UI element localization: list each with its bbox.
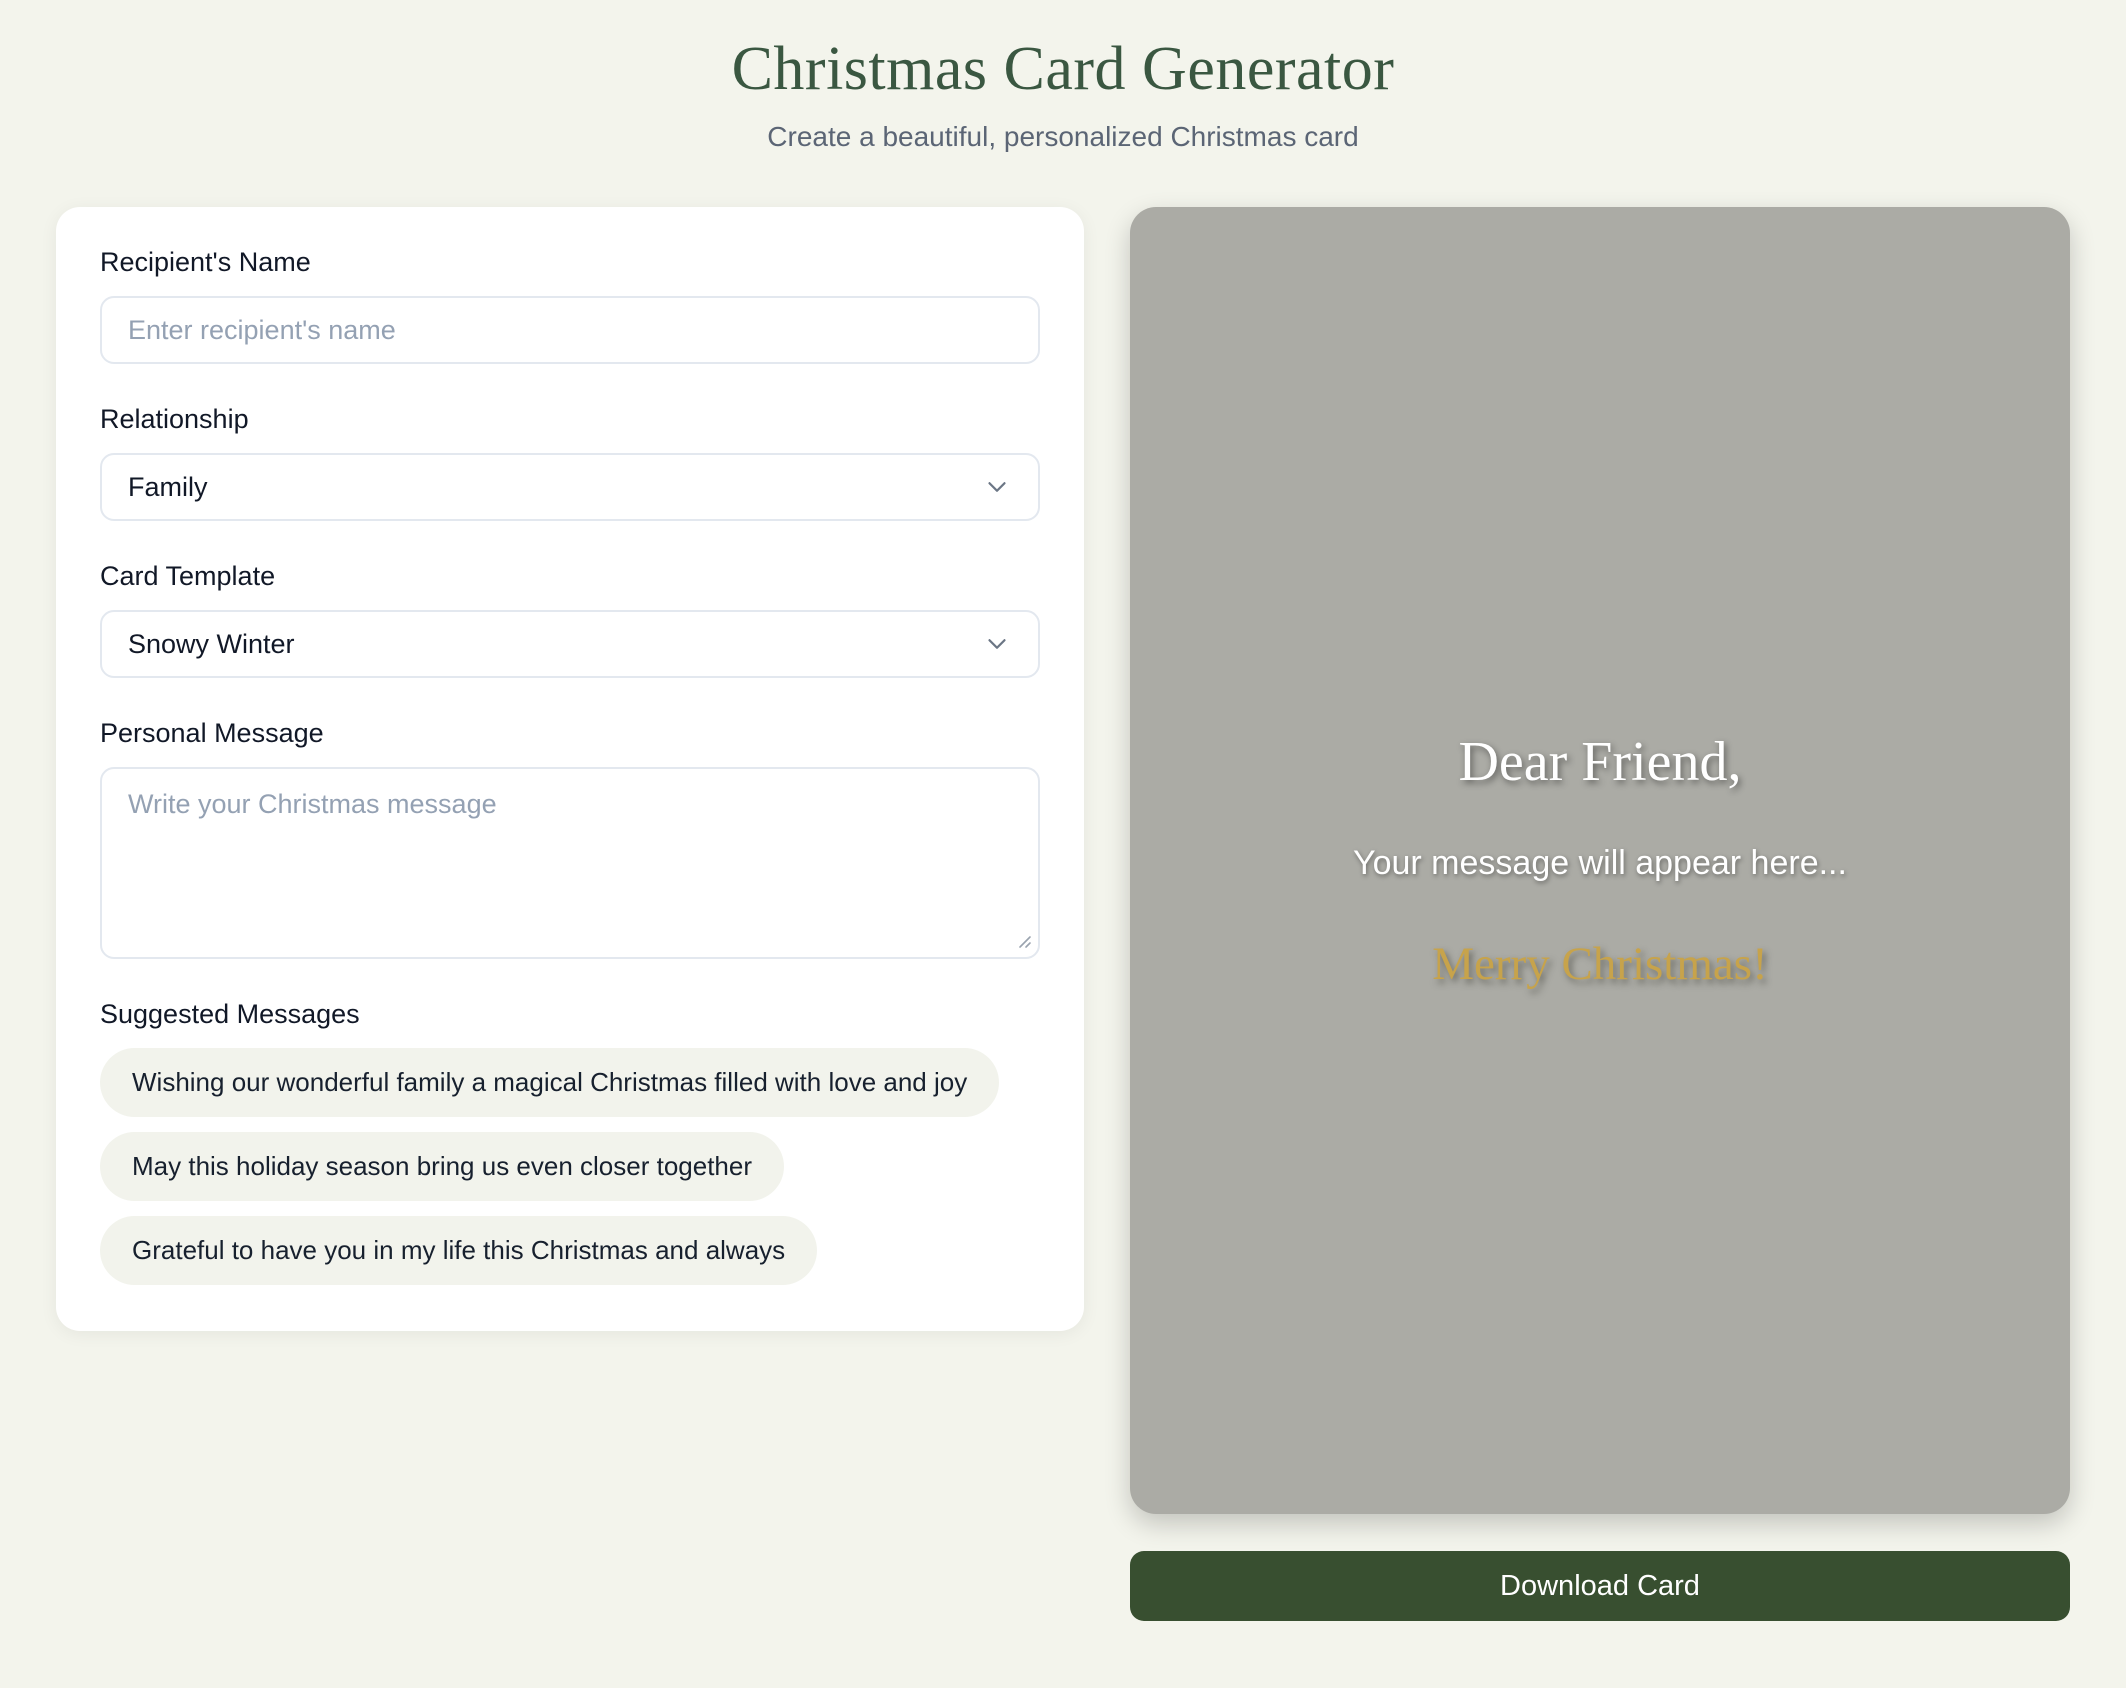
preview-greeting: Dear Friend, xyxy=(1458,731,1742,793)
preview-panel xyxy=(1130,207,2070,1621)
suggested-messages-section xyxy=(100,999,1040,1285)
card-form-panel xyxy=(56,207,1084,1331)
header xyxy=(0,0,2126,153)
page-title: Christmas Card Generator xyxy=(731,35,1395,103)
card-preview xyxy=(1130,207,2070,1514)
personal-message-label: Personal Message xyxy=(100,718,324,748)
personal-message-textarea[interactable] xyxy=(100,767,1040,959)
preview-closing: Merry Christmas! xyxy=(1432,938,1768,990)
recipient-name-field-group xyxy=(100,247,1040,364)
main-content xyxy=(0,207,2126,1621)
recipient-name-input[interactable] xyxy=(100,296,1040,364)
chevron-down-icon xyxy=(982,472,1012,502)
resize-grip-icon[interactable] xyxy=(1013,930,1033,950)
preview-message-placeholder: Your message will appear here... xyxy=(1353,844,1847,882)
personal-message-wrap xyxy=(100,767,1040,959)
relationship-field-group xyxy=(100,404,1040,521)
relationship-selected-value: Family xyxy=(128,471,208,502)
recipient-name-label: Recipient's Name xyxy=(100,247,311,277)
suggested-message-pill[interactable]: May this holiday season bring us even closer together xyxy=(100,1132,784,1201)
card-template-select[interactable] xyxy=(100,610,1040,678)
relationship-label: Relationship xyxy=(100,404,249,434)
card-template-label: Card Template xyxy=(100,561,276,591)
card-template-field-group xyxy=(100,561,1040,678)
personal-message-field-group xyxy=(100,718,1040,959)
suggested-message-pill[interactable]: Wishing our wonderful family a magical Christmas filled with love and joy xyxy=(100,1048,999,1117)
download-card-button[interactable]: Download Card xyxy=(1130,1551,2070,1621)
suggested-message-pill[interactable]: Grateful to have you in my life this Christmas and always xyxy=(100,1216,817,1285)
suggested-messages-label: Suggested Messages xyxy=(100,999,360,1029)
page-subtitle: Create a beautiful, personalized Christmas card xyxy=(767,121,1359,152)
chevron-down-icon xyxy=(982,629,1012,659)
card-template-selected-value: Snowy Winter xyxy=(128,628,295,659)
relationship-select[interactable] xyxy=(100,453,1040,521)
